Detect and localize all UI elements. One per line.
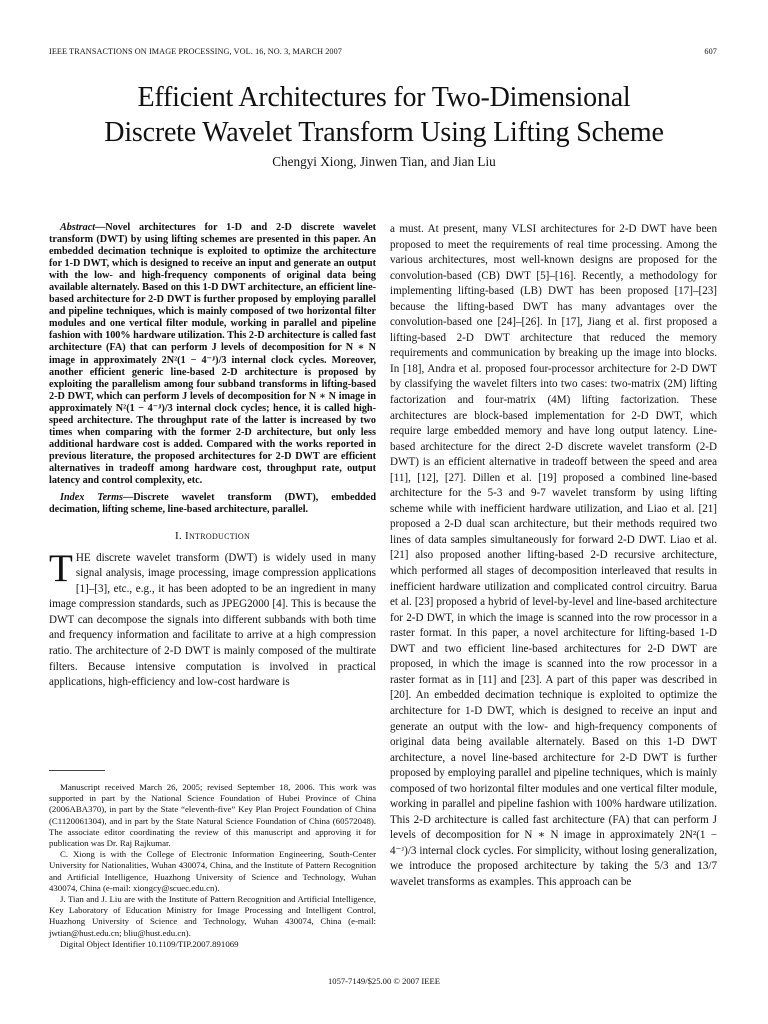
page-number: 607 [704, 47, 717, 56]
abstract [49, 222, 376, 487]
paper-title [40, 80, 728, 150]
right-column [390, 222, 717, 891]
index-terms-label: Index Terms [60, 492, 124, 504]
left-column [49, 222, 376, 691]
title-line-1: Efficient Architectures for Two-Dimensional [137, 82, 631, 113]
footnote-manuscript: Manuscript received March 26, 2005; revised September 18, 2006. This work was supported in part by the National Science Foundation of Hubei Province of China (2006ABA370), in part by the State “eleventh-five” Key Plan Project Foundation of China (C1120061304), and in part by the State Natural Science Foundation of China (60572048). The associate editor coordinating the review of this manuscript and approving it for publication was Dr. Raj Rajkumar. [49, 782, 376, 849]
intro-paragraph [49, 546, 376, 691]
footnotes [49, 782, 376, 950]
index-terms-text: —Discrete wavelet transform (DWT), embedded decimation, lifting scheme, line-based architecture, parallel. [49, 492, 376, 516]
section-numeral: I. [174, 530, 186, 543]
index-terms [49, 492, 376, 516]
journal-header: IEEE TRANSACTIONS ON IMAGE PROCESSING, VOL. 16, NO. 3, MARCH 2007 [49, 47, 343, 56]
abstract-text: —Novel architectures for 1-D and 2-D discrete wavelet transform (DWT) by using lifting schemes are presented in this paper. An embedded decimation technique is exploited to optimize the architecture for 1-D DWT, which is designed to receive an input and generate an output with the low- and high-frequency components of original data being available alternately. Based on this 1-D DWT architecture, an efficient line-based architecture for 2-D DWT is further proposed by employing parallel and pipeline techniques, which is mainly composed of two horizontal filter modules and one vertical filter module, working in parallel and pipeline fashion with 100% hardware utilization. This 2-D architecture is called fast architecture (FA) that can perform J levels of decomposition for N ∗ N image in approximately 2N²(1 − 4⁻ᴶ)/3 internal clock cycles. Moreover, another efficient generic line-based 2-D architecture is proposed by exploiting the parallelism among four subband transforms in lifting-based 2-D DWT, which can perform J levels of decomposition for N ∗ N image in approximately N²(1 − 4⁻ᴶ)/3 internal clock cycles; hence, it is called high-speed architecture. The throughput rate of the latter is increased by two times when comparing with the former 2-D architecture, but only less additional hardware cost is added. Compared with the works reported in previous literature, the proposed architectures for 2-D DWT are efficient alternatives in tradeoff among hardware cost, throughput rate, output latency and control complexity, etc. [49, 222, 376, 486]
copyright-footer: 1057-7149/$25.00 © 2007 IEEE [327, 976, 441, 986]
section-title: Introduction [185, 530, 251, 543]
footnote-divider [49, 770, 105, 771]
footnote-xiong: C. Xiong is with the College of Electronic Information Engineering, South-Center University for Nationalities, Wuhan 430074, China, and the Institute of Pattern Recognition and Artificial Intelligence, Huazhong University of Science and Technology, Wuhan 430074, China (e-mail: xiongcy@scuec.edu.cn). [49, 849, 376, 893]
drop-cap: T [49, 546, 73, 590]
body-paragraph: a must. At present, many VLSI architectures for 2-D DWT have been proposed to meet the requirements of real time processing. Among the various architectures, most well-known designs are proposed for the convolution-based (CB) DWT [5]–[16]. Recently, a methodology for implementing lifting-based (LB) DWT has been proposed [17]–[23] because the lifting-based DWT has many advantages over the convolution-based one [24]–[26]. In [17], Jiang et al. first proposed a lifting-based 2-D DWT architecture that reduced the memory requirements and communication by breaking up the image into blocks. In [18], Andra et al. proposed four-processor architecture for 2-D DWT by classifying the wavelet filters into two cases: two-matrix (2M) lifting factorization and four-matrix (4M) lifting factorization. These architectures are block-based implementation for 2-D DWT, which require large embedded memory and have long output latency. Line-based architecture for the direct 2-D discrete wavelet transform (2-D DWT) is an efficient alternative in tradeoff between the speed and area [11], [12], [27]. Dillen et al. [19] proposed a combined line-based architecture for the 5-3 and 9-7 wavelet transform by using lifting scheme while with inefficient hardware utilization, and Liao et al. [21] proposed a 2-D dual scan architecture, but their methods required two lines of data samples simultaneously for forward 2-D DWT. Liao et al. [21] also proposed another lifting-based 2-D recursive architecture, which performed all stages of decomposition interleaved that results in inefficient hardware utilization and complicated control circuitry. Barua et al. [23] proposed a hybrid of level-by-level and line-based architecture for 2-D DWT, in which the image is scanned into the row processor in a raster format. In this paper, a novel architecture for lifting-based 1-D DWT and two efficient line-based architectures for 2-D DWT are proposed, in which the image is scanned into the row processor in a raster format as in [11] and [23]. A part of this paper was described in [20]. An embedded decimation technique is exploited to optimize the architecture for 1-D DWT, which is designed to receive an input and generate an output with the low- and high-frequency components of original data being available alternately. Based on this 1-D DWT architecture, a novel line-based architecture for 2-D DWT is further proposed by employing parallel and pipeline techniques, which is mainly composed of two horizontal filter modules and one vertical filter module, working in parallel and pipeline fashion with 100% hardware utilization. This 2-D architecture is called fast architecture (FA) that can perform J levels of decomposition for N ∗ N image in approximately 2N²(1 − 4⁻ᴶ)/3 internal clock cycles. For simplicity, without losing generalization, we introduce the proposed architecture by taking the 5/3 and 13/7 wavelet transforms as examples. This approach can be [390, 223, 717, 888]
intro-text: HE discrete wavelet transform (DWT) is widely used in many signal analysis, image processing, image compression applications [1]–[3], etc., e.g., it has been adopted to be an ingredient in many image compression standards, such as JPEG2000 [4]. This is because the DWT can decompose the signals into different subbands with both time and frequency information and facilitate to arrive at a high compression ratio. The architecture of 2-D DWT is mainly composed of the multirate filters. Because intensive computation is involved in practical applications, high-efficiency and low-cost hardware is [49, 551, 376, 689]
section-heading-introduction [49, 529, 376, 545]
abstract-label: Abstract [60, 222, 96, 233]
footnote-tian-liu: J. Tian and J. Liu are with the Institute of Pattern Recognition and Artificial Intelligence, Key Laboratory of Education Ministry for Image Processing and Intelligent Control, Huazhong University of Science and Technology, Wuhan 430074, China (e-mail: jwtian@hust.edu.cn; bliu@hust.edu.cn). [49, 894, 376, 938]
footnote-doi: Digital Object Identifier 10.1109/TIP.2007.891069 [60, 938, 239, 949]
author-list: Chengyi Xiong, Jinwen Tian, and Jian Liu [272, 154, 496, 169]
title-line-2: Discrete Wavelet Transform Using Lifting Scheme [104, 117, 664, 148]
